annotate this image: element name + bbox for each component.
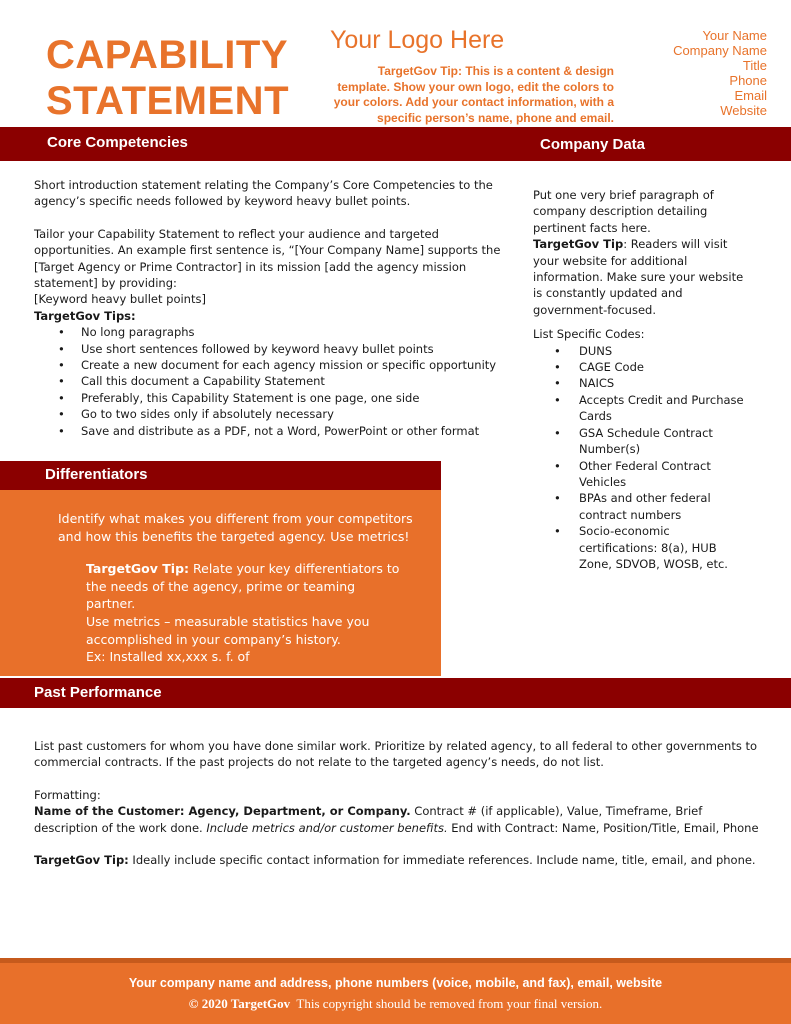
copyright-text: © 2020 TargetGov	[188, 996, 291, 1011]
past-tip-label: TargetGov Tip:	[34, 853, 129, 868]
list-item: • Other Federal Contract Vehicles	[533, 458, 751, 491]
title-line-2: STATEMENT	[46, 79, 289, 123]
differentiators-box	[0, 490, 441, 676]
contract-format: Contract # (if applicable), Value, Timeframe, Brief description of the work done.	[34, 804, 703, 835]
list-item: • BPAs and other federal contract numbers	[533, 490, 751, 523]
company-description: Put one very brief paragraph of company description detailing pertinent facts here.	[533, 188, 714, 235]
list-item: • Save and distribute as a PDF, not a Word, PowerPoint or other format	[54, 423, 506, 439]
core-competencies-bar	[0, 127, 791, 161]
core-tips-list	[54, 324, 506, 439]
core-keyword-line: [Keyword heavy bullet points]	[34, 292, 206, 307]
differentiators-metrics	[86, 613, 406, 666]
past-intro: List past customers for whom you have done similar work. Prioritize by related agency, to all federal to other governments to commercial contracts. If the past projects do not relate to the targeted agency’s needs, do not list.	[34, 739, 758, 770]
past-performance-heading: Past Performance	[34, 684, 162, 701]
past-tip-text: Ideally include specific contact information for immediate references. Include name, title, email, and phone.	[128, 853, 756, 868]
list-item: • NAICS	[533, 375, 751, 391]
core-intro: Short introduction statement relating the Company’s Core Competencies to the agency’s specific needs followed by keyword heavy bullet points.	[34, 178, 493, 209]
list-item: • Create a new document for each agency mission or specific opportunity	[54, 357, 506, 373]
company-tip-text: : Readers will visit your website for additional information. Make sure your website is constantly updated and government-focused.	[533, 237, 744, 317]
core-competencies-heading: Core Competencies	[47, 134, 188, 151]
past-performance-content	[34, 738, 764, 868]
contact-company: Company Name	[673, 43, 767, 58]
list-item: • GSA Schedule Contract Number(s)	[533, 425, 751, 458]
differentiators-bar	[0, 461, 441, 490]
list-item: • Call this document a Capability Statement	[54, 373, 506, 389]
past-performance-bar	[0, 678, 791, 708]
footer	[0, 958, 791, 1024]
metrics-format: Include metrics and/or customer benefits.	[206, 820, 448, 835]
list-item: • Preferably, this Capability Statement is one page, one side	[54, 390, 506, 406]
formatting-details	[34, 803, 764, 836]
page-title	[46, 32, 289, 124]
end-format: End with Contract: Name, Position/Title, Email, Phone	[447, 820, 759, 835]
list-item: • Use short sentences followed by keyword heavy bullet points	[54, 341, 506, 357]
past-tip	[34, 852, 764, 868]
formatting-label: Formatting:	[34, 787, 101, 802]
differentiators-intro: Identify what makes you different from your competitors and how this benefits the targeted agency. Use metrics!	[58, 511, 413, 544]
header-tip	[308, 64, 614, 126]
list-item: • Socio-economic certifications: 8(a), HUB Zone, SDVOB, WOSB, etc.	[533, 523, 751, 572]
company-tip	[533, 236, 751, 318]
footer-contact-line: Your company name and address, phone numbers (voice, mobile, and fax), email, website	[128, 976, 663, 990]
header-tip-line-2: template. Show your own logo, edit the colors to	[337, 79, 614, 94]
core-competencies-content	[34, 177, 506, 439]
contact-email: Email	[734, 88, 767, 103]
title-line-1: CAPABILITY	[46, 33, 289, 77]
core-tips-label: TargetGov Tips:	[34, 308, 136, 323]
logo-placeholder: Your Logo Here	[330, 26, 505, 54]
contact-block	[673, 28, 767, 118]
company-tip-label: TargetGov Tip	[533, 237, 624, 252]
company-data-heading: Company Data	[540, 136, 646, 153]
differentiators-tip-label: TargetGov Tip:	[86, 561, 190, 576]
list-item: • DUNS	[533, 343, 751, 359]
customer-name-format: Name of the Customer: Agency, Department, or Company.	[34, 804, 411, 819]
codes-list	[533, 343, 751, 573]
header-tip-line-4: specific person’s name, phone and email.	[377, 110, 614, 125]
core-tailor: Tailor your Capability Statement to reflect your audience and targeted opportunities. An example first sentence is, “[Your Company Name] supports the [Target Agency or Prime Contractor] in its mission [add the agency mission statement] by providing:	[34, 226, 501, 291]
header-tip-line-3: your colors. Add your contact information, with a	[333, 95, 614, 109]
company-data-content	[533, 187, 751, 572]
contact-phone: Phone	[729, 73, 767, 88]
contact-name: Your Name	[702, 28, 767, 43]
codes-label: List Specific Codes:	[533, 327, 645, 342]
differentiators-heading: Differentiators	[45, 466, 148, 483]
list-item: • CAGE Code	[533, 359, 751, 375]
copyright-note: This copyright should be removed from your final version.	[290, 996, 603, 1011]
contact-website: Website	[720, 103, 767, 118]
metrics-example: Ex: Installed xx,xxx s. f. of	[86, 649, 250, 664]
differentiators-tip-text: Relate your key differentiators to the needs of the agency, prime or teaming partner.	[86, 561, 400, 611]
list-item: • No long paragraphs	[54, 324, 506, 340]
list-item: • Go to two sides only if absolutely necessary	[54, 406, 506, 422]
footer-copyright-line	[0, 996, 791, 1012]
contact-title: Title	[742, 58, 767, 73]
differentiators-tip	[86, 560, 406, 613]
list-item: • Accepts Credit and Purchase Cards	[533, 392, 751, 425]
metrics-text: Use metrics – measurable statistics have you accomplished in your company’s history.	[86, 614, 370, 647]
header-tip-line-1: TargetGov Tip: This is a content & design	[377, 64, 614, 78]
